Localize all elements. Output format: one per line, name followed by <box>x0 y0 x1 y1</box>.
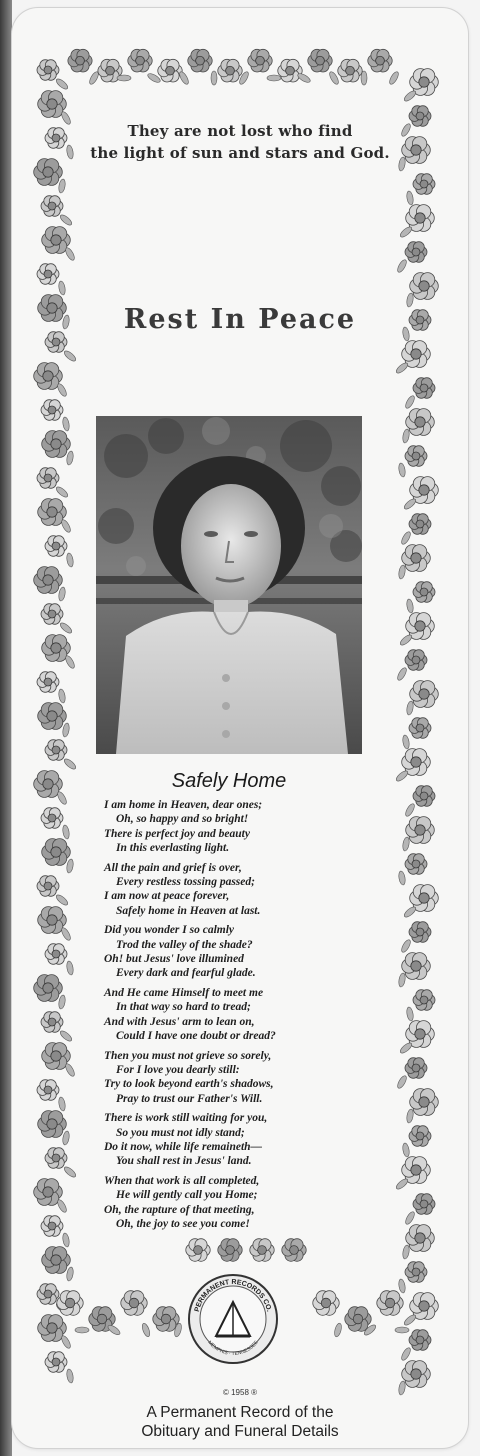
leaf-icon <box>59 1029 74 1043</box>
copyright: © 1958 ® <box>222 1388 258 1397</box>
rose-icon <box>345 1307 371 1332</box>
poem-line: You shall rest in Jesus' land. <box>116 1155 252 1168</box>
leaf-icon <box>396 1074 408 1089</box>
leaf-icon <box>406 1007 414 1022</box>
leaf-icon <box>64 1062 76 1077</box>
leaf-icon <box>398 1381 406 1396</box>
rose-icon <box>409 106 431 127</box>
leaf-icon <box>406 701 414 716</box>
rose-icon <box>34 159 63 186</box>
leaf-icon <box>66 451 74 466</box>
leaf-icon <box>388 70 400 85</box>
footer-line-1: A Permanent Record of the <box>146 1404 334 1421</box>
rose-icon <box>405 1262 427 1283</box>
poem-line: Pray to trust our Father's Will. <box>116 1092 263 1105</box>
leaf-icon <box>55 893 70 907</box>
leaf-icon <box>403 905 418 919</box>
leaf-icon <box>406 599 414 614</box>
rose-icon <box>45 740 67 761</box>
poem-line: Safely home in Heaven at last. <box>116 904 261 917</box>
poem-line: Every dark and fearful glade. <box>116 967 256 980</box>
leaf-icon <box>402 1143 410 1158</box>
leaf-icon <box>63 1165 78 1179</box>
rose-icon <box>41 1012 63 1033</box>
poem-line: Did you wonder I so calmly <box>104 924 235 937</box>
leaf-icon <box>402 429 410 444</box>
leaf-icon <box>399 1041 414 1055</box>
rose-icon <box>406 817 435 844</box>
leaf-icon <box>296 72 311 84</box>
rose-icon <box>410 273 439 300</box>
leaf-icon <box>75 1327 89 1333</box>
portrait-photo <box>96 416 362 754</box>
leaf-icon <box>403 89 418 103</box>
poem-line: Trod the valley of the shade? <box>116 938 253 951</box>
rose-icon <box>409 1330 431 1351</box>
rose-icon <box>41 400 63 421</box>
poem-line: There is work still waiting for you, <box>104 1112 268 1125</box>
leaf-icon <box>60 926 72 941</box>
poem-line: Every restless tossing passed; <box>116 876 255 889</box>
leaf-icon <box>398 565 406 580</box>
leaf-icon <box>58 587 66 602</box>
leaf-icon <box>402 735 410 750</box>
poem-line: Oh! but Jesus' love illumined <box>104 953 244 966</box>
rose-icon <box>248 49 272 72</box>
rose-icon <box>402 1361 431 1388</box>
rose-icon <box>338 59 362 82</box>
leaf-icon <box>403 497 418 511</box>
leaf-icon <box>58 1097 66 1112</box>
rose-icon <box>282 1239 306 1262</box>
leaf-icon <box>399 633 414 647</box>
rose-icon <box>405 854 427 875</box>
rose-icon <box>153 1307 179 1332</box>
leaf-icon <box>58 995 66 1010</box>
rose-icon <box>368 49 392 72</box>
rose-icon <box>37 1284 59 1305</box>
leaf-icon <box>55 485 70 499</box>
poem-line: Could I have one doubt or dread? <box>116 1030 276 1043</box>
leaf-icon <box>402 1245 410 1260</box>
rose-icon <box>45 1352 67 1373</box>
rose-icon <box>37 264 59 285</box>
rose-icon <box>218 59 242 82</box>
rose-icon <box>42 1247 71 1274</box>
poem-line: Try to look beyond earth's shadows, <box>104 1078 274 1091</box>
rose-icon <box>402 137 431 164</box>
poem-line: I am now at peace forever, <box>104 890 230 903</box>
motto-line-2: the light of sun and stars and God. <box>90 144 390 162</box>
leaf-icon <box>396 258 408 273</box>
logo-name-text: PERMANENT RECORDS CO. <box>193 1278 273 1313</box>
rose-icon <box>42 839 71 866</box>
poem-line: In that way so hard to tread; <box>116 1001 251 1014</box>
rose-icon <box>128 49 152 72</box>
rose-icon <box>45 128 67 149</box>
rose-icon <box>41 808 63 829</box>
rose-icon <box>68 49 92 72</box>
rose-icon <box>45 1148 67 1169</box>
leaf-icon <box>58 689 66 704</box>
leaf-icon <box>66 1267 74 1282</box>
leaf-icon <box>404 1210 416 1225</box>
rose-icon <box>45 944 67 965</box>
leaf-icon <box>63 349 78 363</box>
leaf-icon <box>63 757 78 771</box>
rose-icon <box>57 1291 83 1316</box>
poem-line: When that work is all completed, <box>104 1174 260 1187</box>
rose-icon <box>278 59 302 82</box>
rose-icon <box>405 446 427 467</box>
rose-icon <box>410 681 439 708</box>
poem-title: Safely Home <box>171 770 287 792</box>
rose-icon <box>413 174 435 195</box>
leaf-icon <box>62 1233 70 1248</box>
leaf-icon <box>404 802 416 817</box>
leaf-icon <box>211 71 217 85</box>
rose-icon <box>38 1111 67 1138</box>
leaf-icon <box>59 621 74 635</box>
rose-icon <box>405 242 427 263</box>
rose-icon <box>313 1291 339 1316</box>
leaf-icon <box>66 961 74 976</box>
leaf-icon <box>56 1198 68 1213</box>
poem-stanza <box>104 861 364 919</box>
rose-icon <box>413 990 435 1011</box>
leaf-icon <box>406 293 414 308</box>
leaf-icon <box>395 361 410 375</box>
poem-line: And He came Himself to meet me <box>104 986 264 999</box>
poem-stanza <box>104 1049 364 1107</box>
poem-line: Then you must not grieve so sorely, <box>104 1049 272 1062</box>
leaf-icon <box>399 225 414 239</box>
rose-icon <box>188 49 212 72</box>
leaf-icon <box>66 145 74 160</box>
poem-line: Oh, the rapture of that meeting, <box>104 1203 255 1216</box>
leaf-icon <box>402 837 410 852</box>
leaf-icon <box>60 518 72 533</box>
poem-stanza <box>104 923 364 981</box>
leaf-icon <box>62 1131 70 1146</box>
rose-icon <box>409 310 431 331</box>
rose-icon <box>413 378 435 399</box>
leaf-icon <box>333 1322 342 1337</box>
poem-line: He will gently call you Home; <box>116 1189 258 1202</box>
rose-icon <box>405 650 427 671</box>
poem-line: And with Jesus' arm to lean on, <box>104 1015 255 1028</box>
rose-icon <box>250 1239 274 1262</box>
leaf-icon <box>60 1334 72 1349</box>
leaf-icon <box>60 110 72 125</box>
leaf-icon <box>56 790 68 805</box>
leaf-icon <box>398 463 406 478</box>
logo-city-text: MEMPHIS · TENNESSEE <box>206 1339 260 1358</box>
leaf-icon <box>59 213 74 227</box>
rose-icon <box>413 582 435 603</box>
rose-icon <box>186 1239 210 1262</box>
leaf-icon <box>400 122 412 137</box>
leaf-icon <box>398 973 406 988</box>
leaf-icon <box>400 1346 412 1361</box>
leaf-icon <box>55 77 70 91</box>
poem-line: All the pain and grief is over, <box>104 861 242 874</box>
rose-icon <box>38 703 67 730</box>
rose-icon <box>158 59 182 82</box>
rose-icon <box>409 1126 431 1147</box>
footer-line-2: Obituary and Funeral Details <box>141 1423 339 1440</box>
rose-icon <box>38 295 67 322</box>
poem-stanza <box>104 986 364 1044</box>
leaf-icon <box>267 75 281 81</box>
leaf-icon <box>406 1109 414 1124</box>
rose-icon <box>45 536 67 557</box>
leaf-icon <box>395 769 410 783</box>
poem-line: There is perfect joy and beauty <box>104 827 250 840</box>
leaf-icon <box>56 382 68 397</box>
poem-line: In this everlasting light. <box>116 842 230 855</box>
leaf-icon <box>398 1279 406 1294</box>
rose-icon <box>413 1194 435 1215</box>
leaf-icon <box>141 1322 151 1337</box>
rest-in-peace-heading: Rest In Peace <box>123 304 357 335</box>
poem-line: So you must not idly stand; <box>116 1126 245 1139</box>
motto <box>80 120 400 164</box>
poem-body <box>104 798 364 1236</box>
rose-icon <box>41 196 63 217</box>
rose-icon <box>409 514 431 535</box>
motto-line-1: They are not lost who find <box>127 122 353 140</box>
poem-stanza <box>104 1111 364 1169</box>
leaf-icon <box>62 825 70 840</box>
leaf-icon <box>404 394 416 409</box>
rose-icon <box>308 49 332 72</box>
leaf-icon <box>398 871 406 886</box>
poem-line: For I love you dearly still: <box>116 1063 240 1076</box>
poem-line: Oh, the joy to see you come! <box>116 1217 250 1230</box>
rose-icon <box>37 1080 59 1101</box>
leaf-icon <box>406 191 414 206</box>
rose-icon <box>34 567 63 594</box>
poem-stanza <box>104 798 364 856</box>
leaf-icon <box>117 75 131 81</box>
rose-icon <box>41 604 63 625</box>
rose-icon <box>405 1058 427 1079</box>
permanent-records-logo <box>186 1272 280 1366</box>
leaf-icon <box>62 315 70 330</box>
rose-icon <box>402 953 431 980</box>
poem-line: Do it now, while life remaineth— <box>104 1140 263 1153</box>
rose-icon <box>34 975 63 1002</box>
leaf-icon <box>395 1177 410 1191</box>
rose-icon <box>410 1089 439 1116</box>
rose-icon <box>406 409 435 436</box>
leaf-icon <box>64 246 76 261</box>
leaf-icon <box>58 179 66 194</box>
leaf-icon <box>62 417 70 432</box>
leaf-icon <box>66 553 74 568</box>
leaf-icon <box>402 327 410 342</box>
rose-icon <box>377 1291 403 1316</box>
rose-icon <box>42 431 71 458</box>
leaf-icon <box>400 938 412 953</box>
leaf-icon <box>396 666 408 681</box>
rose-icon <box>37 672 59 693</box>
rose-icon <box>37 468 59 489</box>
rose-icon <box>413 786 435 807</box>
leaf-icon <box>178 70 190 85</box>
leaf-icon <box>64 654 76 669</box>
footer-caption <box>60 1403 420 1441</box>
leaf-icon <box>66 1369 74 1384</box>
leaf-icon <box>62 723 70 738</box>
rose-icon <box>218 1239 242 1262</box>
leaf-icon <box>395 1327 409 1333</box>
poem-line: Oh, so happy and so bright! <box>116 813 249 826</box>
leaf-icon <box>403 1313 418 1327</box>
rose-icon <box>45 332 67 353</box>
poem-line: I am home in Heaven, dear ones; <box>104 799 263 811</box>
rose-icon <box>41 1216 63 1237</box>
rose-icon <box>37 60 59 81</box>
rose-icon <box>409 922 431 943</box>
rose-icon <box>409 718 431 739</box>
leaf-icon <box>400 530 412 545</box>
rose-icon <box>121 1291 147 1316</box>
rose-icon <box>406 1225 435 1252</box>
rose-icon <box>37 876 59 897</box>
leaf-icon <box>361 71 367 85</box>
rose-icon <box>402 545 431 572</box>
leaf-icon <box>58 281 66 296</box>
poem-stanza <box>104 1174 364 1232</box>
leaf-icon <box>66 859 74 874</box>
